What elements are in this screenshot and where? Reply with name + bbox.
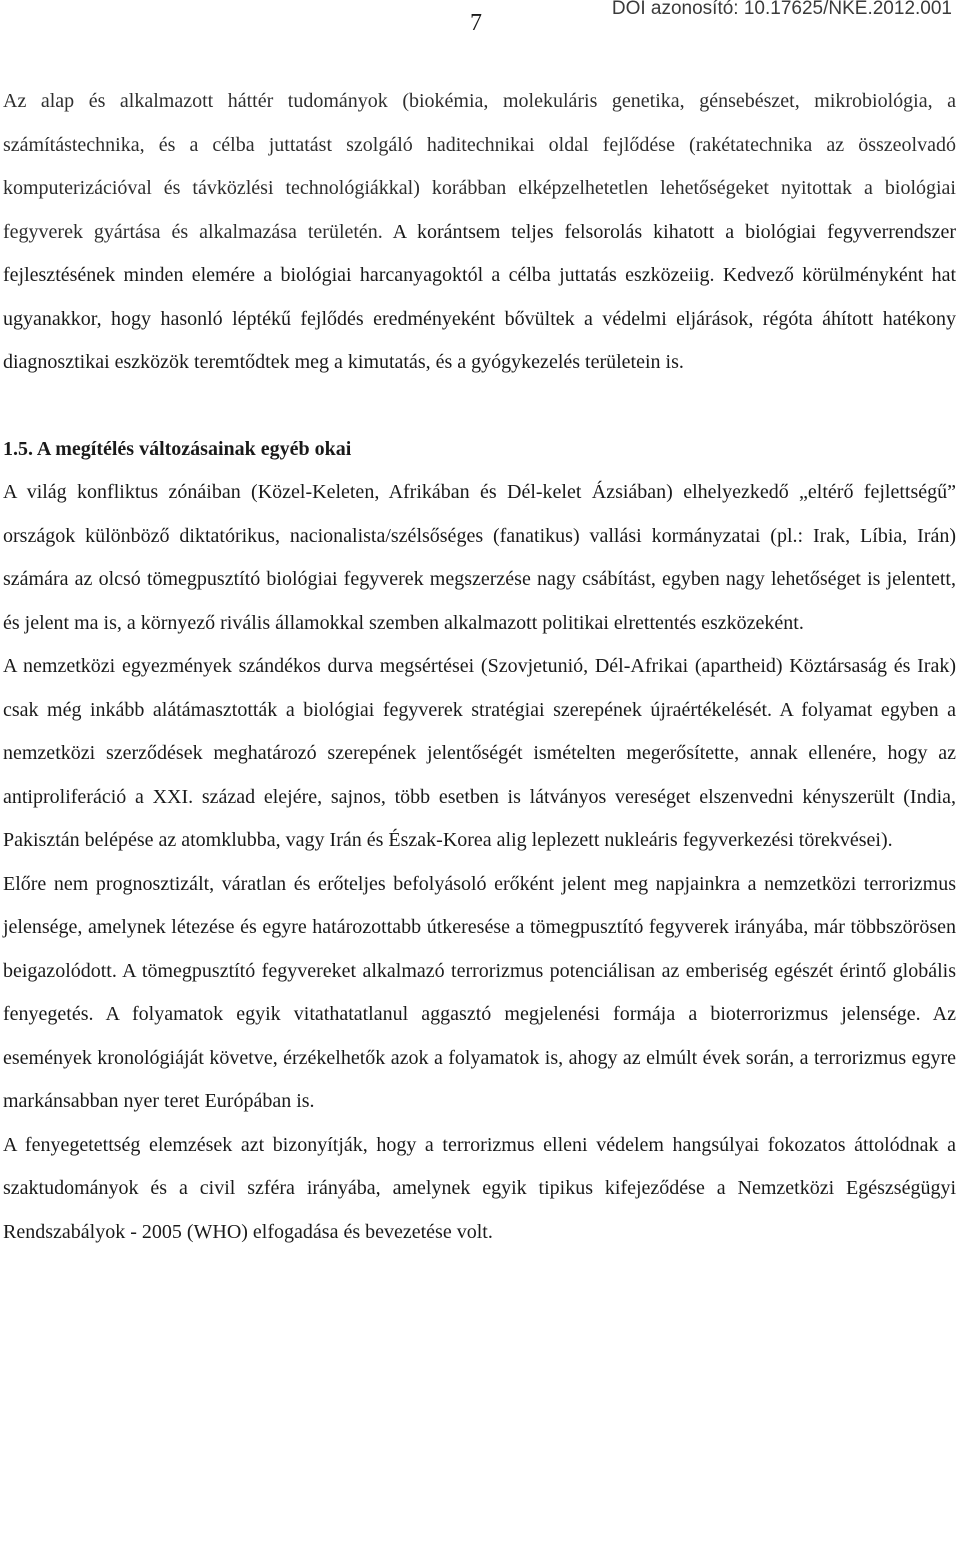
intro-paragraph-part1: Az alap és alkalmazott háttér tudományok (biokémia, molekuláris genetika, génsebészet, mikrobiológia, a számítástechnika, és a célba juttatást szolgáló haditechnikai oldal fejlődése (rakétatechnika az összeolvadó komputerizációval és távközlési technológiákkal) korábban elképzelhetetlen lehetőségeket nyitottak a biológiai fegyverek gyártása és alkalmazása területén. xyxy=(3,90,956,243)
intro-paragraph xyxy=(3,80,956,385)
page-header xyxy=(0,0,960,50)
body-paragraph-4: A fenyegetettség elemzések azt bizonyítják, hogy a terrorizmus elleni védelem hangsúlyai fokozatos áttolódnak a szaktudományok és a civil szféra irányába, amelynek egyik tipikus kifejeződése a Nemzetközi Egészségügyi Rendszabályok - 2005 (WHO) elfogadása és bevezetése volt. xyxy=(3,1133,956,1243)
doi-identifier: DOI azonosító: 10.17625/NKE.2012.001 xyxy=(611,0,952,19)
body-paragraph-1: A világ konfliktus zónáiban (Közel-Keleten, Afrikában és Dél-kelet Ázsiában) elhelyezkedő „eltérő fejlettségű” országok különböző diktatórikus, nacionalista/szélsőséges (fanatikus) vallási kormányzatai (pl.: Irak, Líbia, Irán) számára az olcsó tömegpusztító biológiai fegyverek megszerzése nagy csábítást, egyben nagy lehetőséget is jelentett, és jelent ma is, a környező rivális államokkal szemben alkalmazott politikai elrettentés eszközeként. xyxy=(3,481,956,634)
section-heading: 1.5. A megítélés változásainak egyéb okai xyxy=(3,437,352,460)
body-paragraph-2: A nemzetközi egyezmények szándékos durva megsértései (Szovjetunió, Dél-Afrikai (apartheid) Köztársaság és Irak) csak még inkább alátámasztották a biológiai fegyverek stratégiai szerepének újraértékelését. A folyamat egyben a nemzetközi szerződések meghatározó szerepének jelentőségét ismételten megerősítette, annak ellenére, hogy az antiproliferáció a XXI. század elejére, sajnos, több esetben is látványos vereséget elszenvedni kényszerült (India, Pakisztán belépése az atomklubba, vagy Irán és Észak-Korea alig leplezett nukleáris fegyverkezési törekvései). xyxy=(3,655,956,851)
document-body xyxy=(3,80,956,1254)
body-paragraph-3: Előre nem prognosztizált, váratlan és erőteljes befolyásoló erőként jelent meg napjainkra a nemzetközi terrorizmus jelensége, amelynek létezése és egyre határozottabb útkeresése a tömegpusztító fegyverek irányába, már többszörösen beigazolódott. A tömegpusztító fegyvereket alkalmazó terrorizmus potenciálisan az emberiség egészét érintő globális fenyegetés. A folyamatok egyik vitathatatlanul aggasztó megjelenési formája a bioterrorizmus jelensége. Az események kronológiáját követve, érzékelhetők azok a folyamatok is, ahogy az elmúlt évek során, a terrorizmus egyre markánsabban nyer teret Európában is. xyxy=(3,872,956,1112)
intro-paragraph-part2: A korántsem teljes felsorolás kihatott a biológiai fegyverrendszer fejlesztésének minden elemére a biológiai harcanyagoktól a célba juttatás eszközeiig. Kedvező körülményként hat ugyanakkor, hogy hasonló léptékű fejlődés eredményeként bővültek a védelmi eljárások, régóta áhított hatékony diagnosztikai eszközök teremtődtek meg a kimutatás, és a gyógykezelés területein is. xyxy=(3,220,956,373)
page-number: 7 xyxy=(470,10,482,36)
